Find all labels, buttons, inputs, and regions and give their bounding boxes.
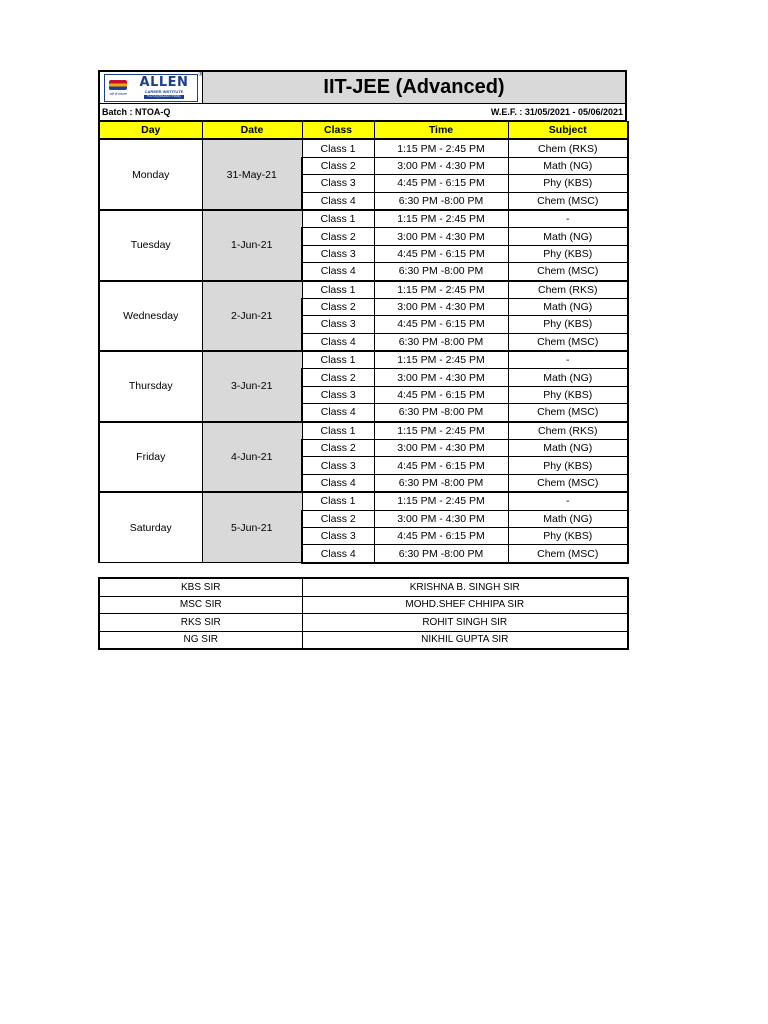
batch-row xyxy=(98,104,627,121)
logo-tagline: सही ही सफलता xyxy=(109,91,127,96)
registered-mark: ® xyxy=(198,71,203,78)
date-cell: 2-Jun-21 xyxy=(202,281,302,352)
time-cell: 3:00 PM - 4:30 PM xyxy=(374,228,508,245)
time-cell: 1:15 PM - 2:45 PM xyxy=(374,422,508,440)
teachers-body xyxy=(99,578,628,649)
date-cell: 5-Jun-21 xyxy=(202,492,302,563)
time-cell: 6:30 PM -8:00 PM xyxy=(374,545,508,563)
subject-cell: Math (NG) xyxy=(508,157,628,174)
class-cell: Class 4 xyxy=(302,545,374,563)
col-class-header: Class xyxy=(302,122,374,140)
class-cell: Class 1 xyxy=(302,492,374,510)
class-cell: Class 4 xyxy=(302,333,374,351)
teacher-name: MOHD.SHEF CHHIPA SIR xyxy=(302,596,628,614)
day-cell: Friday xyxy=(99,422,202,493)
time-cell: 6:30 PM -8:00 PM xyxy=(374,404,508,422)
logo-sub: CAREER INSTITUTE xyxy=(144,89,184,95)
teachers-table xyxy=(98,577,629,650)
table-row xyxy=(99,139,628,157)
time-cell: 1:15 PM - 2:45 PM xyxy=(374,210,508,228)
subject-cell: Phy (KBS) xyxy=(508,316,628,333)
teacher-code: RKS SIR xyxy=(99,614,302,632)
subject-cell: - xyxy=(508,210,628,228)
schedule-table xyxy=(98,121,629,564)
time-cell: 3:00 PM - 4:30 PM xyxy=(374,298,508,315)
teacher-row xyxy=(99,631,628,649)
batch-label: Batch : NTOA-Q xyxy=(102,107,171,117)
header-row xyxy=(98,70,627,104)
subject-cell: Math (NG) xyxy=(508,440,628,457)
date-cell: 31-May-21 xyxy=(202,139,302,210)
class-cell: Class 3 xyxy=(302,527,374,544)
subject-cell: Chem (MSC) xyxy=(508,404,628,422)
class-cell: Class 1 xyxy=(302,351,374,369)
time-cell: 1:15 PM - 2:45 PM xyxy=(374,351,508,369)
table-row xyxy=(99,281,628,299)
subject-cell: Phy (KBS) xyxy=(508,175,628,192)
teacher-name: KRISHNA B. SINGH SIR xyxy=(302,578,628,596)
class-cell: Class 2 xyxy=(302,157,374,174)
time-cell: 1:15 PM - 2:45 PM xyxy=(374,139,508,157)
logo-place: KOTA (RAJASTHAN) xyxy=(144,95,183,99)
allen-logo xyxy=(104,71,203,102)
class-cell: Class 4 xyxy=(302,263,374,281)
class-cell: Class 1 xyxy=(302,422,374,440)
logo-cell xyxy=(100,72,203,103)
subject-cell: - xyxy=(508,351,628,369)
time-cell: 3:00 PM - 4:30 PM xyxy=(374,157,508,174)
subject-cell: Phy (KBS) xyxy=(508,457,628,474)
table-row xyxy=(99,422,628,440)
subject-cell: Phy (KBS) xyxy=(508,386,628,403)
subject-cell: - xyxy=(508,492,628,510)
logo-brand: ALLEN xyxy=(139,75,189,91)
subject-cell: Chem (RKS) xyxy=(508,422,628,440)
teacher-name: ROHIT SINGH SIR xyxy=(302,614,628,632)
class-cell: Class 4 xyxy=(302,404,374,422)
time-cell: 4:45 PM - 6:15 PM xyxy=(374,386,508,403)
table-row xyxy=(99,351,628,369)
day-cell: Thursday xyxy=(99,351,202,422)
class-cell: Class 3 xyxy=(302,457,374,474)
class-cell: Class 1 xyxy=(302,210,374,228)
timetable-sheet xyxy=(98,70,627,564)
class-cell: Class 3 xyxy=(302,175,374,192)
date-cell: 4-Jun-21 xyxy=(202,422,302,493)
class-cell: Class 3 xyxy=(302,245,374,262)
day-cell: Wednesday xyxy=(99,281,202,352)
teacher-row xyxy=(99,578,628,596)
teacher-code: KBS SIR xyxy=(99,578,302,596)
class-cell: Class 3 xyxy=(302,386,374,403)
time-cell: 6:30 PM -8:00 PM xyxy=(374,263,508,281)
teacher-code: MSC SIR xyxy=(99,596,302,614)
subject-cell: Chem (MSC) xyxy=(508,192,628,210)
subject-cell: Math (NG) xyxy=(508,369,628,386)
day-cell: Monday xyxy=(99,139,202,210)
teacher-row xyxy=(99,614,628,632)
time-cell: 3:00 PM - 4:30 PM xyxy=(374,510,508,527)
subject-cell: Phy (KBS) xyxy=(508,245,628,262)
class-cell: Class 2 xyxy=(302,510,374,527)
time-cell: 4:45 PM - 6:15 PM xyxy=(374,175,508,192)
subject-cell: Math (NG) xyxy=(508,228,628,245)
class-cell: Class 2 xyxy=(302,298,374,315)
table-row xyxy=(99,210,628,228)
logo-emblem-icon xyxy=(105,75,131,101)
time-cell: 6:30 PM -8:00 PM xyxy=(374,333,508,351)
class-cell: Class 2 xyxy=(302,440,374,457)
day-cell: Tuesday xyxy=(99,210,202,281)
class-cell: Class 2 xyxy=(302,369,374,386)
teacher-row xyxy=(99,596,628,614)
subject-cell: Chem (MSC) xyxy=(508,333,628,351)
class-cell: Class 1 xyxy=(302,139,374,157)
time-cell: 4:45 PM - 6:15 PM xyxy=(374,457,508,474)
date-cell: 1-Jun-21 xyxy=(202,210,302,281)
class-cell: Class 1 xyxy=(302,281,374,299)
subject-cell: Chem (MSC) xyxy=(508,545,628,563)
schedule-body xyxy=(99,139,628,562)
time-cell: 3:00 PM - 4:30 PM xyxy=(374,440,508,457)
time-cell: 6:30 PM -8:00 PM xyxy=(374,474,508,492)
time-cell: 6:30 PM -8:00 PM xyxy=(374,192,508,210)
subject-cell: Chem (MSC) xyxy=(508,263,628,281)
subject-cell: Phy (KBS) xyxy=(508,527,628,544)
table-row xyxy=(99,492,628,510)
teacher-name: NIKHIL GUPTA SIR xyxy=(302,631,628,649)
time-cell: 1:15 PM - 2:45 PM xyxy=(374,492,508,510)
subject-cell: Math (NG) xyxy=(508,510,628,527)
subject-cell: Chem (RKS) xyxy=(508,281,628,299)
subject-cell: Chem (MSC) xyxy=(508,474,628,492)
time-cell: 4:45 PM - 6:15 PM xyxy=(374,527,508,544)
time-cell: 1:15 PM - 2:45 PM xyxy=(374,281,508,299)
day-cell: Saturday xyxy=(99,492,202,563)
schedule-header-row xyxy=(99,122,628,140)
col-subject-header: Subject xyxy=(508,122,628,140)
page-title: IIT-JEE (Advanced) xyxy=(203,72,625,103)
date-cell: 3-Jun-21 xyxy=(202,351,302,422)
time-cell: 3:00 PM - 4:30 PM xyxy=(374,369,508,386)
teacher-code: NG SIR xyxy=(99,631,302,649)
class-cell: Class 4 xyxy=(302,192,374,210)
class-cell: Class 3 xyxy=(302,316,374,333)
class-cell: Class 2 xyxy=(302,228,374,245)
col-date-header: Date xyxy=(202,122,302,140)
time-cell: 4:45 PM - 6:15 PM xyxy=(374,245,508,262)
subject-cell: Math (NG) xyxy=(508,298,628,315)
class-cell: Class 4 xyxy=(302,474,374,492)
subject-cell: Chem (RKS) xyxy=(508,139,628,157)
time-cell: 4:45 PM - 6:15 PM xyxy=(374,316,508,333)
col-time-header: Time xyxy=(374,122,508,140)
col-day-header: Day xyxy=(99,122,202,140)
wef-label: W.E.F. : 31/05/2021 - 05/06/2021 xyxy=(490,107,623,117)
